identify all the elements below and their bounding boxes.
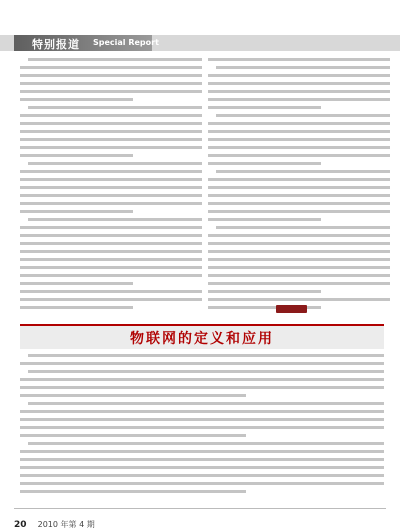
text-line [28, 402, 384, 405]
text-line [208, 74, 390, 77]
section-kicker: 特别报道 [32, 38, 80, 51]
page-number: 20 [14, 520, 27, 530]
text-line [20, 290, 202, 293]
section-kicker-en: Special Report [93, 38, 159, 47]
text-line [208, 146, 390, 149]
text-line [20, 394, 246, 397]
text-line [20, 210, 133, 213]
text-line [20, 178, 202, 181]
text-line [20, 242, 202, 245]
text-line [20, 90, 202, 93]
text-line [216, 66, 390, 69]
text-line [208, 250, 390, 253]
text-line [20, 274, 202, 277]
text-line [20, 490, 246, 493]
text-line [20, 458, 384, 461]
text-line [208, 218, 321, 221]
text-line [20, 98, 133, 101]
text-line [20, 194, 202, 197]
text-line [20, 74, 202, 77]
text-line [20, 474, 384, 477]
text-line [20, 466, 384, 469]
text-line [20, 258, 202, 261]
text-line [20, 250, 202, 253]
text-line [208, 194, 390, 197]
footer-rule [14, 508, 386, 509]
text-line [20, 378, 384, 381]
text-line [28, 442, 384, 445]
text-line [208, 234, 390, 237]
text-line [208, 186, 390, 189]
text-line [20, 450, 384, 453]
text-line [20, 410, 384, 413]
text-line [208, 258, 390, 261]
text-line [208, 162, 321, 165]
text-line [20, 170, 202, 173]
text-line [20, 82, 202, 85]
text-line [20, 114, 202, 117]
text-line [208, 106, 321, 109]
text-line [208, 210, 390, 213]
column-right [208, 58, 390, 320]
text-line [20, 202, 202, 205]
text-line [208, 138, 390, 141]
text-line [28, 218, 202, 221]
text-line [20, 234, 202, 237]
text-line [208, 242, 390, 245]
text-line [20, 306, 133, 309]
text-line [28, 58, 202, 61]
text-line [20, 138, 202, 141]
text-line [216, 226, 390, 229]
text-line [208, 82, 390, 85]
text-line [216, 170, 390, 173]
text-line [20, 298, 202, 301]
text-line [20, 418, 384, 421]
text-line [20, 362, 384, 365]
section-body [20, 354, 384, 502]
page-header [0, 35, 400, 51]
header-bar [14, 35, 159, 51]
text-line [20, 282, 133, 285]
text-line [28, 106, 202, 109]
text-line [208, 266, 390, 269]
text-line [208, 58, 390, 61]
text-line [208, 298, 390, 301]
text-line [208, 290, 321, 293]
text-line [20, 482, 384, 485]
text-line [20, 66, 202, 69]
section-title: 物联网的定义和应用 [130, 331, 274, 347]
text-line [20, 266, 202, 269]
text-line [20, 146, 202, 149]
text-line [208, 98, 390, 101]
text-line [20, 226, 202, 229]
issue-label: 2010 年第 4 期 [37, 520, 95, 529]
text-line [208, 202, 390, 205]
text-line [208, 90, 390, 93]
text-line [28, 370, 384, 373]
text-line [28, 354, 384, 357]
text-line [216, 114, 390, 117]
text-line [20, 154, 133, 157]
text-line [208, 122, 390, 125]
text-line [20, 426, 384, 429]
text-line [28, 162, 202, 165]
source-tag [276, 305, 307, 313]
text-line [20, 434, 246, 437]
column-left [20, 58, 202, 320]
text-line [208, 178, 390, 181]
section-header [20, 324, 384, 349]
text-line [20, 122, 202, 125]
text-line [20, 186, 202, 189]
text-line [20, 130, 202, 133]
text-line [208, 282, 390, 285]
text-line [208, 130, 390, 133]
text-line [208, 274, 390, 277]
text-line [208, 154, 390, 157]
text-line [20, 386, 384, 389]
page-footer [14, 512, 95, 530]
